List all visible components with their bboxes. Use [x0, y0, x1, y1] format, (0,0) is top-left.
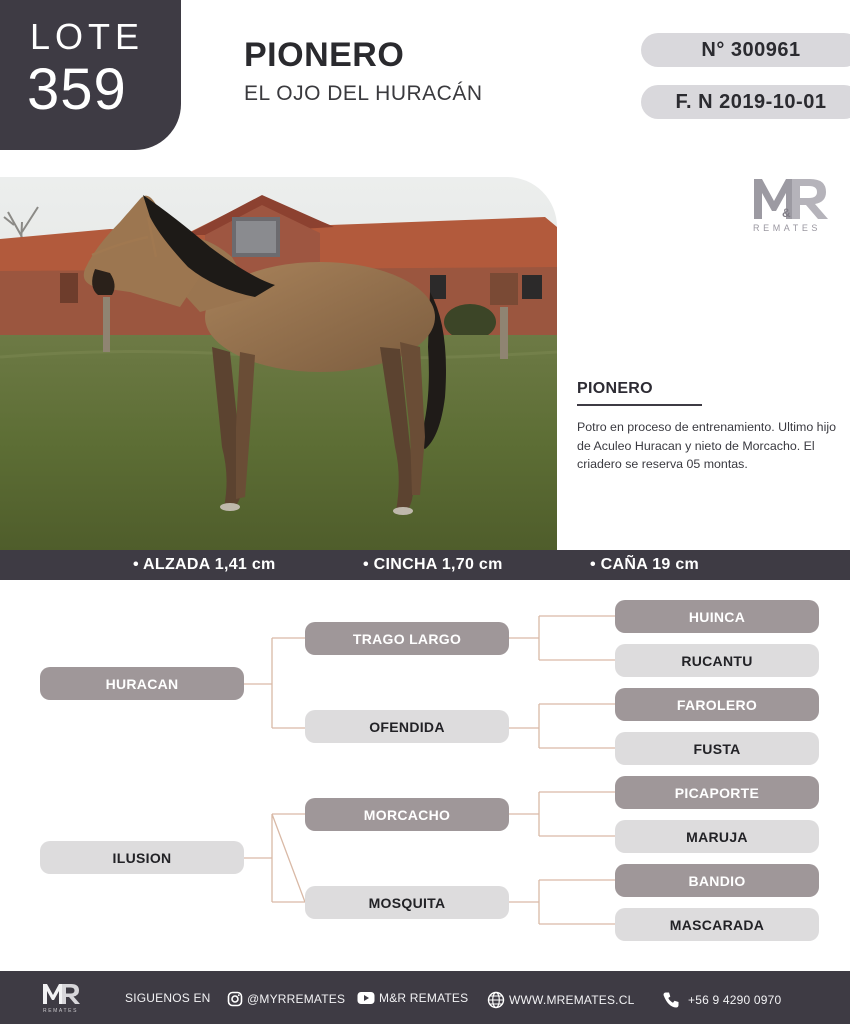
horse-name: PIONERO — [244, 36, 405, 74]
pedigree-ggp-4: FUSTA — [615, 732, 819, 765]
footer-website[interactable] — [487, 991, 634, 1009]
description-text: Potro en proceso de entrenamiento. Ultimo hijo de Aculeo Huracan y nieto de Morcacho. El criadero se reserva 05 montas. — [577, 420, 836, 471]
measurements-bar — [0, 550, 850, 580]
footer-phone[interactable] — [662, 991, 781, 1009]
footer-logo-icon — [42, 982, 82, 1014]
globe-icon — [487, 991, 505, 1009]
pedigree-ggp-1: HUINCA — [615, 600, 819, 633]
pedigree-ggp-6: MARUJA — [615, 820, 819, 853]
pedigree-ggp-8: MASCARADA — [615, 908, 819, 941]
footer-follow — [125, 991, 211, 1005]
pedigree-sire-dam: OFENDIDA — [305, 710, 509, 743]
footer-youtube[interactable] — [357, 991, 468, 1005]
stat-alzada: • ALZADA 1,41 cm — [133, 556, 276, 573]
pedigree-sire: HURACAN — [40, 667, 244, 700]
svg-text:&: & — [782, 206, 791, 220]
pedigree-sire-sire: TRAGO LARGO — [305, 622, 509, 655]
pedigree-ggp-3: FAROLERO — [615, 688, 819, 721]
stat-cincha: • CINCHA 1,70 cm — [363, 556, 503, 573]
instagram-icon — [227, 991, 243, 1007]
instagram-handle: @MYRREMATES — [247, 992, 346, 1006]
horse-subtitle: EL OJO DEL HURACÁN — [244, 82, 483, 105]
stat-cana: • CAÑA 19 cm — [590, 556, 700, 573]
pedigree-ggp-5: PICAPORTE — [615, 776, 819, 809]
phone-icon — [662, 991, 680, 1009]
follow-label: SIGUENOS EN — [125, 991, 211, 1005]
pedigree-dam-dam: MOSQUITA — [305, 886, 509, 919]
pedigree-ggp-2: RUCANTU — [615, 644, 819, 677]
birth-date: F. N 2019-10-01 — [641, 85, 850, 119]
horse-photo — [0, 177, 557, 550]
brand-logo — [752, 175, 834, 237]
youtube-channel: M&R REMATES — [379, 991, 469, 1005]
logo-mark-icon — [752, 175, 828, 221]
logo-text: REMATES — [753, 223, 822, 233]
footer-bar — [0, 971, 850, 1024]
footer-instagram[interactable] — [227, 991, 345, 1007]
description-divider — [577, 404, 702, 406]
phone-number: +56 9 4290 0970 — [688, 993, 782, 1007]
lote-number: 359 — [27, 57, 127, 122]
svg-text:REMATES: REMATES — [43, 1008, 78, 1014]
pedigree-dam: ILUSION — [40, 841, 244, 874]
youtube-icon — [357, 991, 375, 1005]
description-title: PIONERO — [577, 380, 653, 397]
website-url: WWW.MREMATES.CL — [509, 993, 635, 1007]
lote-label: LOTE — [30, 16, 145, 57]
footer-logo — [42, 982, 82, 1014]
pedigree-ggp-7: BANDIO — [615, 864, 819, 897]
registration-number: N° 300961 — [641, 33, 850, 67]
lote-badge — [0, 0, 181, 150]
pedigree-dam-sire: MORCACHO — [305, 798, 509, 831]
